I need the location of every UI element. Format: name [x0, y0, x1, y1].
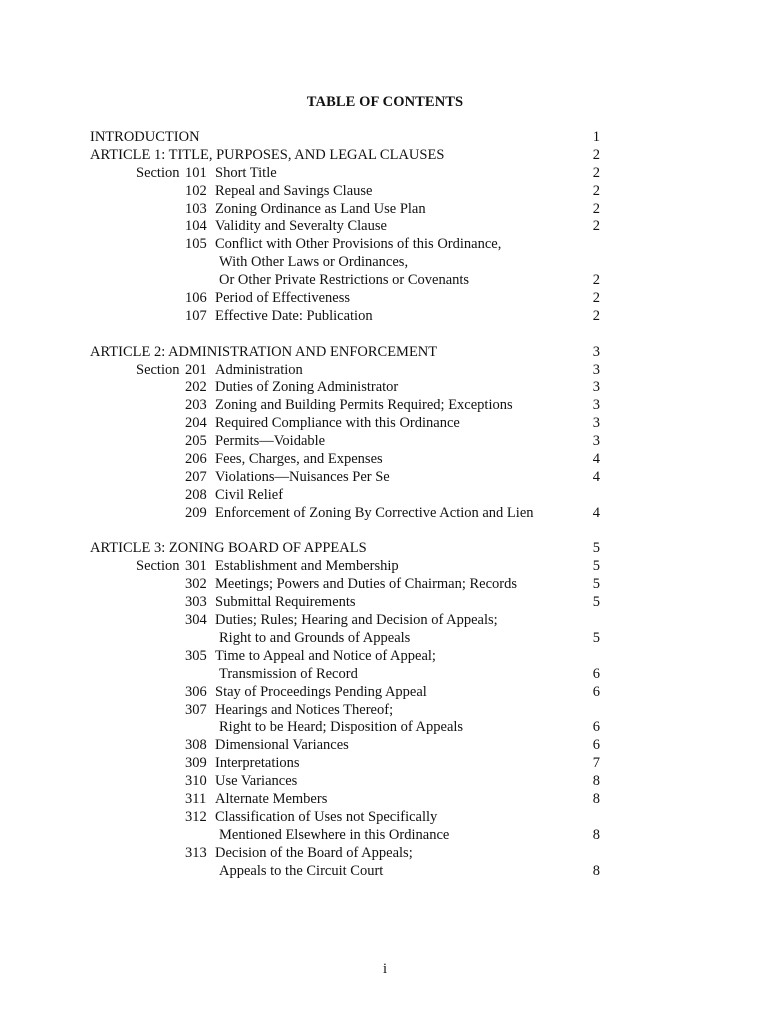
- section-number: 103: [185, 200, 207, 217]
- article-title: ARTICLE 2: ADMINISTRATION AND ENFORCEMENT: [90, 343, 438, 360]
- toc-entry-continuation: [90, 254, 600, 272]
- section-page: 5: [592, 558, 600, 575]
- intro-page: 1: [592, 129, 600, 145]
- article-heading: [90, 540, 600, 558]
- toc-entry: [90, 451, 600, 469]
- toc-entry: [90, 236, 600, 254]
- section-number: 308: [185, 737, 207, 754]
- section-title-continued: Or Other Private Restrictions or Covenants: [219, 272, 470, 289]
- section-title: Repeal and Savings Clause: [215, 182, 373, 199]
- section-page: 8: [592, 862, 600, 879]
- toc-entry: [90, 809, 600, 827]
- section-number: 312: [185, 808, 207, 825]
- toc-entry-continuation: [90, 863, 600, 881]
- section-number: 206: [185, 451, 207, 468]
- section-title-continued: Right to be Heard; Disposition of Appeals: [219, 719, 464, 736]
- toc-entry: [90, 487, 600, 505]
- section-title: Zoning Ordinance as Land Use Plan: [215, 200, 426, 217]
- section-page: 8: [592, 773, 600, 790]
- article-heading: [90, 147, 600, 165]
- section-title: Alternate Members: [215, 790, 328, 807]
- section-title: Fees, Charges, and Expenses: [215, 451, 383, 468]
- section-page: 3: [592, 361, 600, 378]
- section-title: Validity and Severalty Clause: [215, 218, 387, 235]
- toc-entry: [90, 612, 600, 630]
- section-title: Hearings and Notices Thereof;: [215, 701, 394, 718]
- section-page: 5: [592, 629, 600, 646]
- section-page: 8: [592, 826, 600, 843]
- toc-entry: [90, 183, 600, 201]
- section-number: 107: [185, 307, 207, 324]
- section-number: 207: [185, 468, 207, 485]
- toc-entry: [90, 201, 600, 219]
- section-title: Required Compliance with this Ordinance: [215, 415, 460, 432]
- section-label: Section: [136, 361, 180, 378]
- section-number: 311: [185, 790, 207, 807]
- section-page: 3: [592, 415, 600, 432]
- article-page: 5: [592, 540, 600, 557]
- section-page: 2: [592, 290, 600, 307]
- section-number: 101: [185, 164, 207, 181]
- section-page: 6: [592, 683, 600, 700]
- section-number: 102: [185, 182, 207, 199]
- toc-entry-continuation: [90, 827, 600, 845]
- section-number: 303: [185, 594, 207, 611]
- toc-entry: [90, 415, 600, 433]
- section-spacer: [90, 523, 600, 541]
- toc-entry: [90, 684, 600, 702]
- toc-entry: [90, 791, 600, 809]
- section-title: Zoning and Building Permits Required; Exceptions: [215, 397, 513, 414]
- section-title: Civil Relief: [215, 486, 284, 503]
- section-page: 7: [592, 755, 600, 772]
- toc-entry: [90, 505, 600, 523]
- toc-entry: [90, 558, 600, 576]
- section-title-continued: Mentioned Elsewhere in this Ordinance: [219, 826, 450, 843]
- section-title: Stay of Proceedings Pending Appeal: [215, 683, 427, 700]
- section-title: Violations—Nuisances Per Se: [215, 468, 390, 485]
- section-number: 301: [185, 558, 207, 575]
- section-page: 2: [592, 182, 600, 199]
- section-page: 6: [592, 719, 600, 736]
- section-title: Interpretations: [215, 755, 300, 772]
- toc-entry: [90, 290, 600, 308]
- section-number: 201: [185, 361, 207, 378]
- section-page: 2: [592, 200, 600, 217]
- section-title: Permits—Voidable: [215, 433, 326, 450]
- toc-entry: [90, 737, 600, 755]
- toc-entry: [90, 362, 600, 380]
- section-title: Effective Date: Publication: [215, 307, 373, 324]
- section-title-continued: Appeals to the Circuit Court: [219, 862, 384, 879]
- section-number: 309: [185, 755, 207, 772]
- section-page: 4: [592, 504, 600, 521]
- section-title: Duties of Zoning Administrator: [215, 379, 399, 396]
- section-label: Section: [136, 164, 180, 181]
- toc-entry-continuation: [90, 719, 600, 737]
- section-title: Submittal Requirements: [215, 594, 356, 611]
- section-title: Period of Effectiveness: [215, 290, 351, 307]
- section-page: 5: [592, 594, 600, 611]
- section-number: 204: [185, 415, 207, 432]
- article-page: 2: [592, 146, 600, 163]
- section-number: 205: [185, 433, 207, 450]
- section-title: Dimensional Variances: [215, 737, 349, 754]
- section-page: 6: [592, 737, 600, 754]
- section-number: 106: [185, 290, 207, 307]
- section-number: 305: [185, 647, 207, 664]
- toc-entry: [90, 594, 600, 612]
- toc-entry: [90, 773, 600, 791]
- section-page: 5: [592, 576, 600, 593]
- toc-entry: [90, 648, 600, 666]
- section-spacer: [90, 326, 600, 344]
- toc-entry-continuation: [90, 630, 600, 648]
- page-number: i: [382, 961, 388, 977]
- section-number: 202: [185, 379, 207, 396]
- section-number: 304: [185, 612, 207, 629]
- section-number: 203: [185, 397, 207, 414]
- toc-entry: [90, 845, 600, 863]
- toc-entry: [90, 702, 600, 720]
- table-of-contents: [90, 129, 600, 880]
- section-page: 8: [592, 790, 600, 807]
- section-title-continued: Right to and Grounds of Appeals: [219, 629, 411, 646]
- section-number: 310: [185, 773, 207, 790]
- section-title: Decision of the Board of Appeals;: [215, 844, 413, 861]
- section-title: Duties; Rules; Hearing and Decision of Appeals;: [215, 612, 498, 629]
- toc-entry-continuation: [90, 666, 600, 684]
- section-title: Use Variances: [215, 773, 298, 790]
- article-title: ARTICLE 3: ZONING BOARD OF APPEALS: [90, 540, 367, 557]
- toc-entry: [90, 469, 600, 487]
- section-page: 4: [592, 451, 600, 468]
- section-number: 209: [185, 504, 207, 521]
- toc-entry: [90, 379, 600, 397]
- section-title: Meetings; Powers and Duties of Chairman; Records: [215, 576, 518, 593]
- toc-entry: [90, 218, 600, 236]
- section-page: 4: [592, 468, 600, 485]
- section-number: 302: [185, 576, 207, 593]
- section-page: 3: [592, 379, 600, 396]
- section-page: 3: [592, 433, 600, 450]
- section-page: 3: [592, 397, 600, 414]
- section-title: Classification of Uses not Specifically: [215, 808, 438, 825]
- article-heading: [90, 344, 600, 362]
- article-page: 3: [592, 343, 600, 360]
- section-number: 208: [185, 486, 207, 503]
- section-title: Administration: [215, 361, 303, 378]
- section-title-continued: With Other Laws or Ordinances,: [219, 254, 409, 271]
- section-title: Time to Appeal and Notice of Appeal;: [215, 647, 436, 664]
- toc-entry: [90, 433, 600, 451]
- section-page: 2: [592, 164, 600, 181]
- toc-entry: [90, 576, 600, 594]
- intro-label: INTRODUCTION: [90, 129, 200, 145]
- section-title: Enforcement of Zoning By Corrective Action and Lien: [215, 504, 534, 521]
- section-number: 313: [185, 844, 207, 861]
- toc-intro: [90, 129, 600, 147]
- section-number: 306: [185, 683, 207, 700]
- toc-entry: [90, 397, 600, 415]
- section-number: 307: [185, 701, 207, 718]
- section-page: 2: [592, 307, 600, 324]
- page-title: TABLE OF CONTENTS: [306, 94, 464, 110]
- section-number: 105: [185, 236, 207, 253]
- section-number: 104: [185, 218, 207, 235]
- section-page: 2: [592, 218, 600, 235]
- toc-entry-continuation: [90, 272, 600, 290]
- toc-entry: [90, 165, 600, 183]
- section-page: 6: [592, 665, 600, 682]
- section-title: Establishment and Membership: [215, 558, 399, 575]
- article-title: ARTICLE 1: TITLE, PURPOSES, AND LEGAL CLAUSES: [90, 146, 445, 163]
- section-title: Short Title: [215, 164, 277, 181]
- toc-entry: [90, 755, 600, 773]
- section-label: Section: [136, 558, 180, 575]
- section-title: Conflict with Other Provisions of this Ordinance,: [215, 236, 502, 253]
- section-page: 2: [592, 272, 600, 289]
- toc-entry: [90, 308, 600, 326]
- section-title-continued: Transmission of Record: [219, 665, 358, 682]
